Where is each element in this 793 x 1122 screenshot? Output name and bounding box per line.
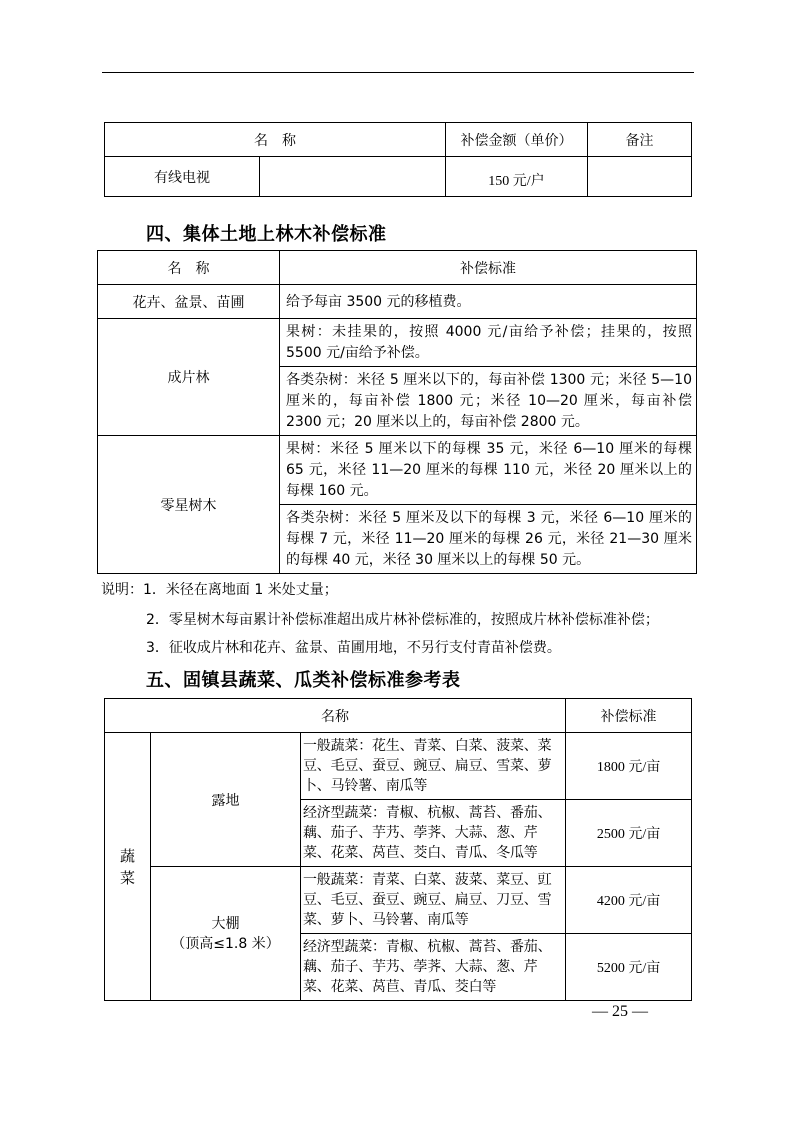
row-desc: 经济型蔬菜：青椒、杭椒、蒿苔、番茄、藕、茄子、芋艿、荸荠、大蒜、葱、芹菜、花菜、莴苣、青瓜、茭白等 (301, 934, 566, 1001)
header-name: 名称 (105, 699, 566, 733)
greenhouse-label: 大棚 (211, 915, 240, 932)
forest-misc: 各类杂树：米径 5 厘米以下的，每亩补偿 1300 元；米径 5—10 厘米的，每亩补偿 1800 元；米径 10—20 厘米，每亩补偿 2300 元；20 厘米以上的，每亩补偿 2800 元。 (280, 367, 697, 436)
forest-compensation-table (97, 250, 697, 574)
row-desc: 一般蔬菜：青菜、白菜、菠菜、菜豆、豇豆、毛豆、蚕豆、豌豆、扁豆、刀豆、雪菜、萝卜、马铃薯、南瓜等 (301, 867, 566, 934)
row-desc: 一般蔬菜：花生、青菜、白菜、菠菜、菜豆、毛豆、蚕豆、豌豆、扁豆、雪菜、萝卜、马铃薯、南瓜等 (301, 733, 566, 800)
scattered-fruit: 果树：米径 5 厘米以下的每棵 35 元，米径 6—10 厘米的每棵 65 元，米径 11—20 厘米的每棵 110 元，米径 20 厘米以上的每棵 160 元。 (280, 436, 697, 505)
table-row (105, 867, 692, 934)
table-row (105, 733, 692, 800)
section-4-title: 四、集体土地上林木补偿标准 (146, 224, 387, 245)
note-1: 说明：1．米径在离地面 1 米处丈量； (101, 582, 338, 598)
header-name: 名 称 (98, 251, 280, 285)
flowers-standard: 给予每亩 3500 元的移植费。 (280, 285, 697, 319)
header-standard: 补偿标准 (566, 699, 692, 733)
row-price: 5200 元/亩 (566, 934, 692, 1001)
header-rule (102, 72, 694, 73)
header-note: 备注 (588, 123, 692, 157)
table-row (98, 436, 697, 505)
header-standard: 补偿标准 (280, 251, 697, 285)
open-field-label: 露地 (151, 733, 301, 867)
forest-fruit: 果树：未挂果的，按照 4000 元/亩给予补偿；挂果的，按照 5500 元/亩给予补偿。 (280, 319, 697, 367)
header-amount: 补偿金额（单价） (446, 123, 588, 157)
table-header-row (105, 699, 692, 733)
section-5-title: 五、固镇县蔬菜、瓜类补偿标准参考表 (146, 670, 461, 691)
row-amount: 150 元/户 (446, 157, 588, 197)
row-desc: 经济型蔬菜：青椒、杭椒、蒿苔、番茄、藕、茄子、芋艿、荸荠、大蒜、葱、芹菜、花菜、莴苣、茭白、青瓜、冬瓜等 (301, 800, 566, 867)
note-3: 3．征收成片林和花卉、盆景、苗圃用地，不另行支付青苗补偿费。 (146, 640, 561, 656)
category-vegetable (105, 733, 151, 1001)
table-row (98, 319, 697, 367)
scattered-misc: 各类杂树：米径 5 厘米及以下的每棵 3 元，米径 6—10 厘米的每棵 7 元，米径 11—20 厘米的每棵 26 元，米径 21—30 厘米的每棵 40 元，米径 30 厘米以上的每棵 50 元。 (280, 505, 697, 574)
flowers-name: 花卉、盆景、苗圃 (98, 285, 280, 319)
vegetable-compensation-table (104, 698, 692, 1001)
row-note (588, 157, 692, 197)
category-label: 蔬菜 (119, 846, 135, 887)
table-header-row (105, 123, 692, 157)
row-price: 1800 元/亩 (566, 733, 692, 800)
scattered-name: 零星树木 (98, 436, 280, 574)
greenhouse-cell (151, 867, 301, 1001)
table-header-row (98, 251, 697, 285)
table-row (98, 285, 697, 319)
header-name: 名 称 (105, 123, 446, 157)
row-price: 4200 元/亩 (566, 867, 692, 934)
row-price: 2500 元/亩 (566, 800, 692, 867)
note-2: 2．零星树木每亩累计补偿标准超出成片林补偿标准的，按照成片林补偿标准补偿； (146, 612, 659, 628)
page-number: — 25 — (592, 1003, 648, 1020)
greenhouse-note: （顶高≤1.8 米） (171, 935, 280, 952)
row-name: 有线电视 (105, 157, 260, 197)
compensation-table-cable (104, 122, 692, 197)
forest-name: 成片林 (98, 319, 280, 436)
table-row (105, 157, 692, 197)
row-sub (260, 157, 446, 197)
